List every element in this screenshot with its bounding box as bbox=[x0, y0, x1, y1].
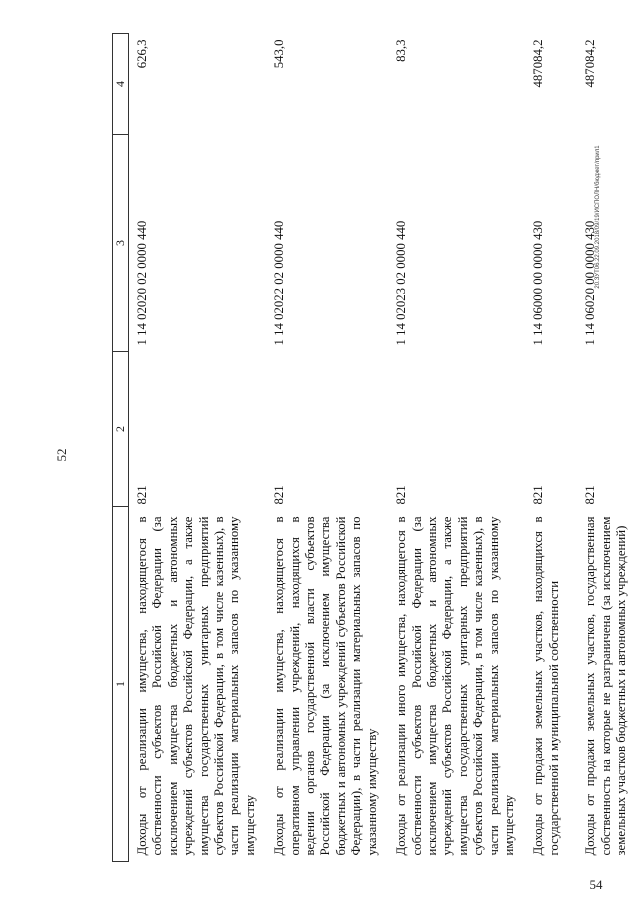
row-value: 83,3 bbox=[394, 39, 409, 62]
row-description: Доходы от реализации имущества, находящегося в собственности субъектов Российской Федерации (за исключением имущества бюджетных и автономных учреждений субъектов Российской Федерации, а также имущества государственных унитарных предприятий субъектов Российской Федерации, в том числе казенных), в части реализации материальных запасов по указанному имуществу bbox=[135, 516, 257, 856]
page-number-bottom: 54 bbox=[589, 877, 603, 892]
table-row bbox=[129, 34, 267, 862]
row-admin-code: 821 bbox=[272, 485, 287, 505]
row-admin-code: 821 bbox=[531, 485, 546, 505]
table-row bbox=[266, 34, 388, 862]
row-budget-code: 1 14 02023 02 0000 440 bbox=[394, 220, 409, 346]
table-row bbox=[388, 34, 525, 862]
row-admin-code: 821 bbox=[394, 485, 409, 505]
row-value: 487084,2 bbox=[531, 39, 546, 88]
header-col-1: 1 bbox=[113, 507, 129, 862]
row-budget-code: 1 14 06020 00 0000 430 bbox=[583, 220, 598, 346]
page-number-top: 52 bbox=[54, 448, 69, 462]
row-description: Доходы от реализации иного имущества, находящегося в собственности субъектов Российской Федерации (за исключением имущества бюджетных и автономных учреждений субъектов Российской Федерации, а также имущества государственных унитарных предприятий субъектов Российской Федерации, в том числе казенных), в части реализации материальных запасов по указанному имуществу bbox=[394, 516, 516, 856]
revenue-table bbox=[112, 33, 640, 862]
footer-stamp: 20.ЗУТ06.22.09.2018/09/19/ИСПОЛН/бюджет/прил1 bbox=[595, 145, 601, 289]
row-value: 487084,2 bbox=[583, 39, 598, 88]
header-col-3: 3 bbox=[113, 135, 129, 352]
row-description: Доходы от реализации имущества, находящегося в оперативном управлении учреждений, находящихся в ведении органов государственной власти субъектов Российской Федерации (за исключением имущества бюджетных и автономных учреждений субъектов Российской Федерации), в части реализации материальных запасов по указанному имуществу bbox=[272, 516, 379, 856]
row-budget-code: 1 14 06000 00 0000 430 bbox=[531, 220, 546, 346]
header-col-2: 2 bbox=[113, 352, 129, 507]
header-row bbox=[113, 34, 129, 862]
table-row bbox=[577, 34, 640, 862]
row-description: Доходы от продажи земельных участков, государственная собственность на которые не разграничена (за исключением земельных участков бюджетных и автономных учреждений) bbox=[583, 516, 629, 856]
row-description: Доходы от продажи земельных участков, находящихся в государственной и муниципальной собственности bbox=[531, 516, 561, 856]
row-budget-code: 1 14 02020 02 0000 440 bbox=[135, 220, 149, 346]
row-budget-code: 1 14 02022 02 0000 440 bbox=[272, 220, 287, 346]
table-row bbox=[525, 34, 577, 862]
row-admin-code: 821 bbox=[583, 485, 598, 505]
row-value: 626,3 bbox=[135, 39, 149, 69]
row-admin-code: 821 bbox=[135, 485, 149, 505]
header-col-4: 4 bbox=[113, 34, 129, 135]
row-value: 543,0 bbox=[272, 39, 287, 69]
